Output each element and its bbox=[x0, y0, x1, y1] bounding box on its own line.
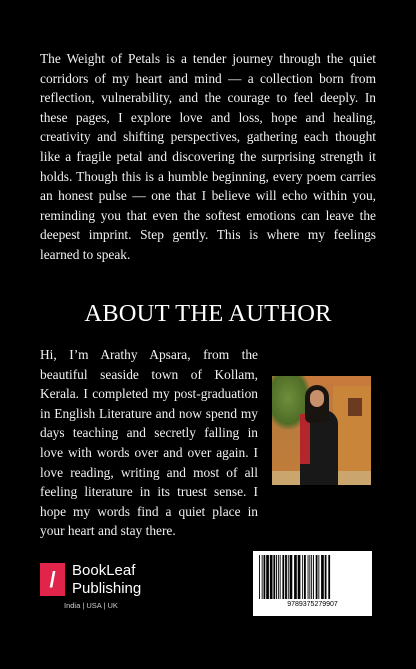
about-author-heading: ABOUT THE AUTHOR bbox=[84, 300, 332, 327]
barcode-bars bbox=[257, 555, 368, 599]
publisher-regions: India | USA | UK bbox=[64, 601, 118, 610]
publisher-name-line2: Publishing bbox=[72, 580, 142, 597]
logo-slash: / bbox=[49, 567, 56, 592]
author-photo bbox=[272, 376, 371, 485]
author-bio: Hi, I’m Arathy Apsara, from the beautiful seaside town of Kollam, Kerala. I completed my post-graduation in English Literature and now spend my days teaching and secretly falling in love with words over and over again. I love reading, writing and most of all feeling literature in its truest sense. I hope my words find a quiet place in your heart and stay there. bbox=[40, 347, 258, 539]
isbn-number: 9789375279907 bbox=[287, 601, 338, 608]
publisher-name-line1: BookLeaf bbox=[72, 562, 136, 579]
back-cover-blurb: The Weight of Petals is a tender journey through the quiet corridors of my heart and mind — a collection born from reflection, vulnerability, and the courage to feel deeply. In these pages, I explore love and loss, hope and healing, creativity and shifting perspectives, gathering each thought like a fragile petal and discovering the surprising strength it holds. Though this is a humble beginning, every poem carries an honest pulse — one that I believe will echo within you, reminding you that even the softest emotions can leave the deepest imprint. Step gently. This is where my feelings learned to speak. bbox=[40, 51, 376, 262]
publisher-logo-icon bbox=[40, 563, 65, 596]
isbn-barcode bbox=[253, 551, 372, 616]
